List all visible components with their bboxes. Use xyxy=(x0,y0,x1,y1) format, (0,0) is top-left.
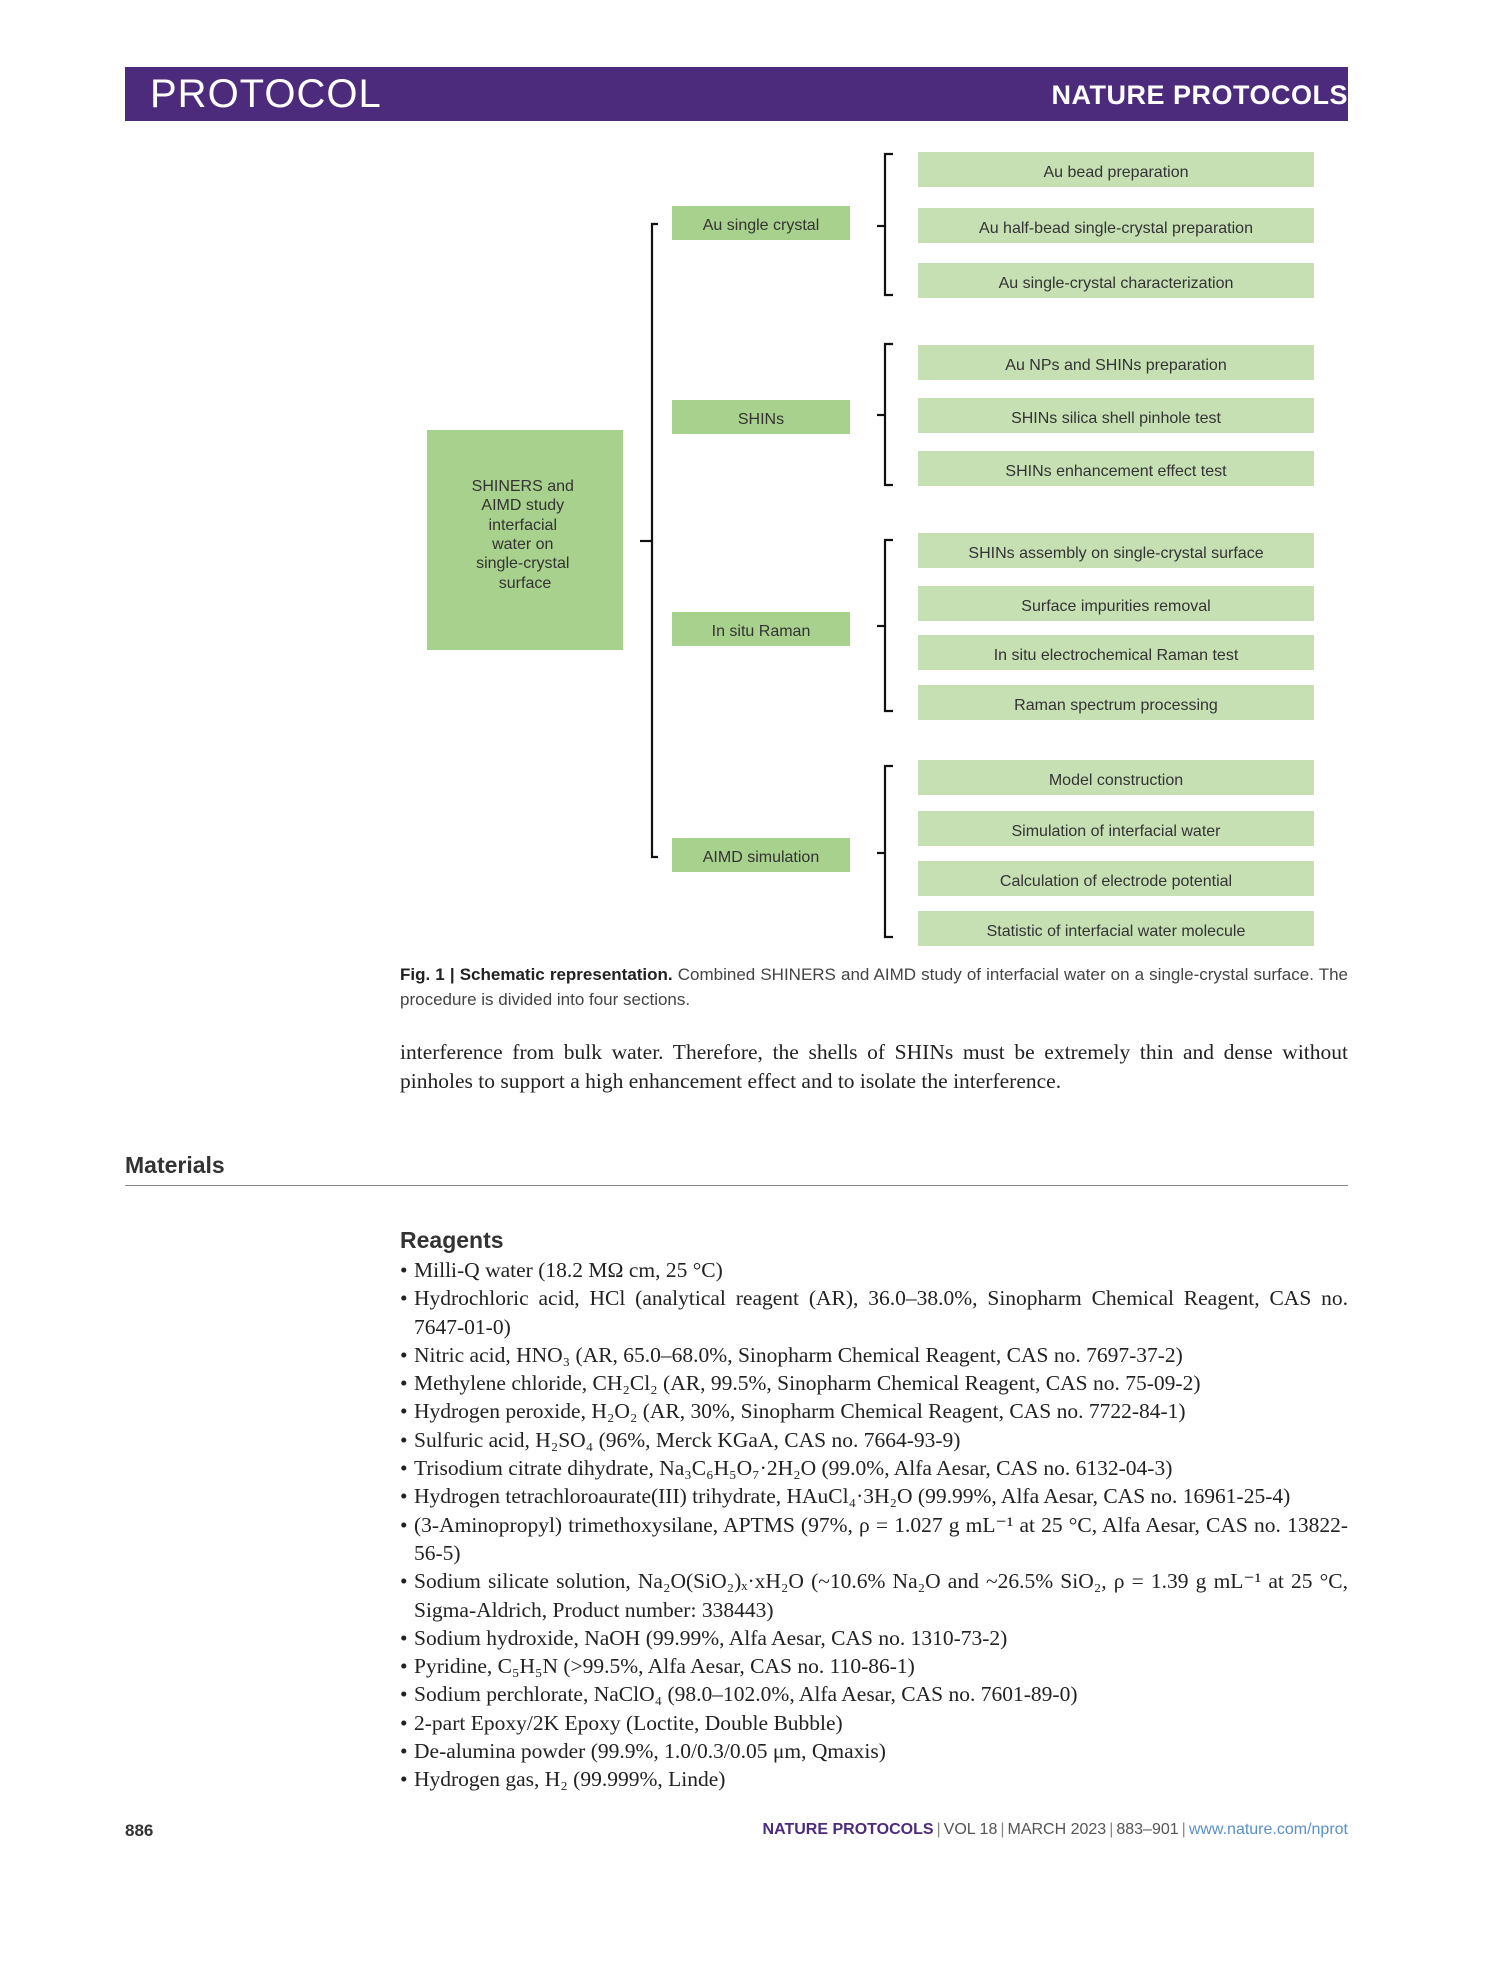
list-item: • Hydrogen gas, H₂ (99.999%, Linde) xyxy=(400,1765,1348,1793)
list-item: • De-alumina powder (99.9%, 1.0/0.3/0.05 μm, Qmaxis) xyxy=(400,1737,1348,1765)
list-item: • Hydrochloric acid, HCl (analytical reagent (AR), 36.0–38.0%, Sinopharm Chemical Reagent, CAS no. 7647-01-0) xyxy=(400,1284,1348,1341)
list-item: • Pyridine, C₅H₅N (>99.5%, Alfa Aesar, CAS no. 110-86-1) xyxy=(400,1652,1348,1680)
footer-url-link[interactable]: www.nature.com/nprot xyxy=(1188,1821,1348,1838)
list-item: • Sodium perchlorate, NaClO₄ (98.0–102.0%, Alfa Aesar, CAS no. 7601-89-0) xyxy=(400,1680,1348,1708)
step-label: Au single-crystal characterization xyxy=(998,275,1234,292)
section-in-situ-raman xyxy=(672,533,1314,720)
figure-caption xyxy=(400,962,1348,1012)
step-label: Au bead preparation xyxy=(1043,164,1189,181)
svg-text:AIMD simulation: AIMD simulation xyxy=(702,849,820,866)
section-title-materials: Materials xyxy=(125,1152,1348,1186)
step-label: Au half-bead single-crystal preparation xyxy=(979,220,1253,237)
root-bracket xyxy=(640,224,658,857)
reagents-list xyxy=(400,1256,1348,1794)
list-item: • Sulfuric acid, H₂SO₄ (96%, Merck KGaA, CAS no. 7664-93-9) xyxy=(400,1426,1348,1454)
list-item: • Nitric acid, HNO₃ (AR, 65.0–68.0%, Sinopharm Chemical Reagent, CAS no. 7697-37-2) xyxy=(400,1341,1348,1369)
step-label: Model construction xyxy=(1048,772,1184,789)
root-label: SHINERS and AIMD study interfacial water on single-crystal surface xyxy=(471,478,574,592)
list-item: • (3-Aminopropyl) trimethoxysilane, APTMS (97%, ρ = 1.027 g mL⁻¹ at 25 °C, Alfa Aesar, CAS no. 13822-56-5) xyxy=(400,1511,1348,1568)
schematic-figure xyxy=(0,0,1489,960)
body-paragraph: interference from bulk water. Therefore, the shells of SHINs must be extremely thin and dense without pinholes to support a high enhancement effect and to isolate the interference. xyxy=(400,1040,1348,1093)
section-au-single-crystal xyxy=(672,152,1314,298)
svg-text:SHINs: SHINs xyxy=(737,411,785,428)
footer-date: MARCH 2023 xyxy=(1007,1821,1107,1838)
footer-volume: VOL 18 xyxy=(943,1821,998,1838)
page-number: 886 xyxy=(125,1821,154,1840)
svg-text:In situ Raman: In situ Raman xyxy=(711,623,811,640)
step-label: SHINs silica shell pinhole test xyxy=(1011,410,1221,427)
journal-title: NATURE PROTOCOLS xyxy=(1051,80,1348,110)
step-label: In situ electrochemical Raman test xyxy=(993,647,1239,664)
step-label: Calculation of electrode potential xyxy=(999,873,1233,890)
footer-pages: 883–901 xyxy=(1116,1821,1179,1838)
step-label: Simulation of interfacial water xyxy=(1011,823,1221,840)
section-shins xyxy=(672,344,1314,486)
step-label: Surface impurities removal xyxy=(1021,598,1211,615)
svg-text:Au single crystal: Au single crystal xyxy=(702,217,820,234)
list-item: • Methylene chloride, CH₂Cl₂ (AR, 99.5%, Sinopharm Chemical Reagent, CAS no. 75-09-2) xyxy=(400,1369,1348,1397)
section-aimd-simulation xyxy=(672,760,1314,946)
step-label: Au NPs and SHINs preparation xyxy=(1005,357,1227,374)
list-item: • Trisodium citrate dihydrate, Na₃C₆H₅O₇·2H₂O (99.0%, Alfa Aesar, CAS no. 6132-04-3) xyxy=(400,1454,1348,1482)
footer-citation: NATURE PROTOCOLS | VOL 18 | MARCH 2023 | 883–901 | www.nature.com/nprot xyxy=(762,1821,1348,1838)
list-item: • Sodium silicate solution, Na₂O(SiO₂)ₓ·xH₂O (~10.6% Na₂O and ~26.5% SiO₂, ρ = 1.39 g mL⁻¹ at 25 °C, Sigma-Aldrich, Product number: 338443) xyxy=(400,1567,1348,1624)
step-label: SHINs assembly on single-crystal surface xyxy=(968,545,1264,562)
list-item: • Sodium hydroxide, NaOH (99.99%, Alfa Aesar, CAS no. 1310-73-2) xyxy=(400,1624,1348,1652)
footer-journal: NATURE PROTOCOLS xyxy=(762,1821,934,1838)
caption-label: Fig. 1 | Schematic representation. xyxy=(400,965,673,984)
list-item: • Hydrogen peroxide, H₂O₂ (AR, 30%, Sinopharm Chemical Reagent, CAS no. 7722-84-1) xyxy=(400,1397,1348,1425)
step-label: Statistic of interfacial water molecule xyxy=(986,923,1246,940)
step-label: SHINs enhancement effect test xyxy=(1005,463,1227,480)
subsection-title-reagents: Reagents xyxy=(400,1227,504,1253)
caption-text: Combined SHINERS and AIMD study of interfacial water on a single-crystal surface. The procedure is divided into four sections. xyxy=(400,965,1348,1009)
list-item: • Milli-Q water (18.2 MΩ cm, 25 °C) xyxy=(400,1256,1348,1284)
list-item: • 2-part Epoxy/2K Epoxy (Loctite, Double Bubble) xyxy=(400,1709,1348,1737)
step-label: Raman spectrum processing xyxy=(1014,697,1218,714)
list-item: • Hydrogen tetrachloroaurate(III) trihydrate, HAuCl₄·3H₂O (99.99%, Alfa Aesar, CAS no. 16961-25-4) xyxy=(400,1482,1348,1510)
section-label: PROTOCOL xyxy=(150,72,382,116)
